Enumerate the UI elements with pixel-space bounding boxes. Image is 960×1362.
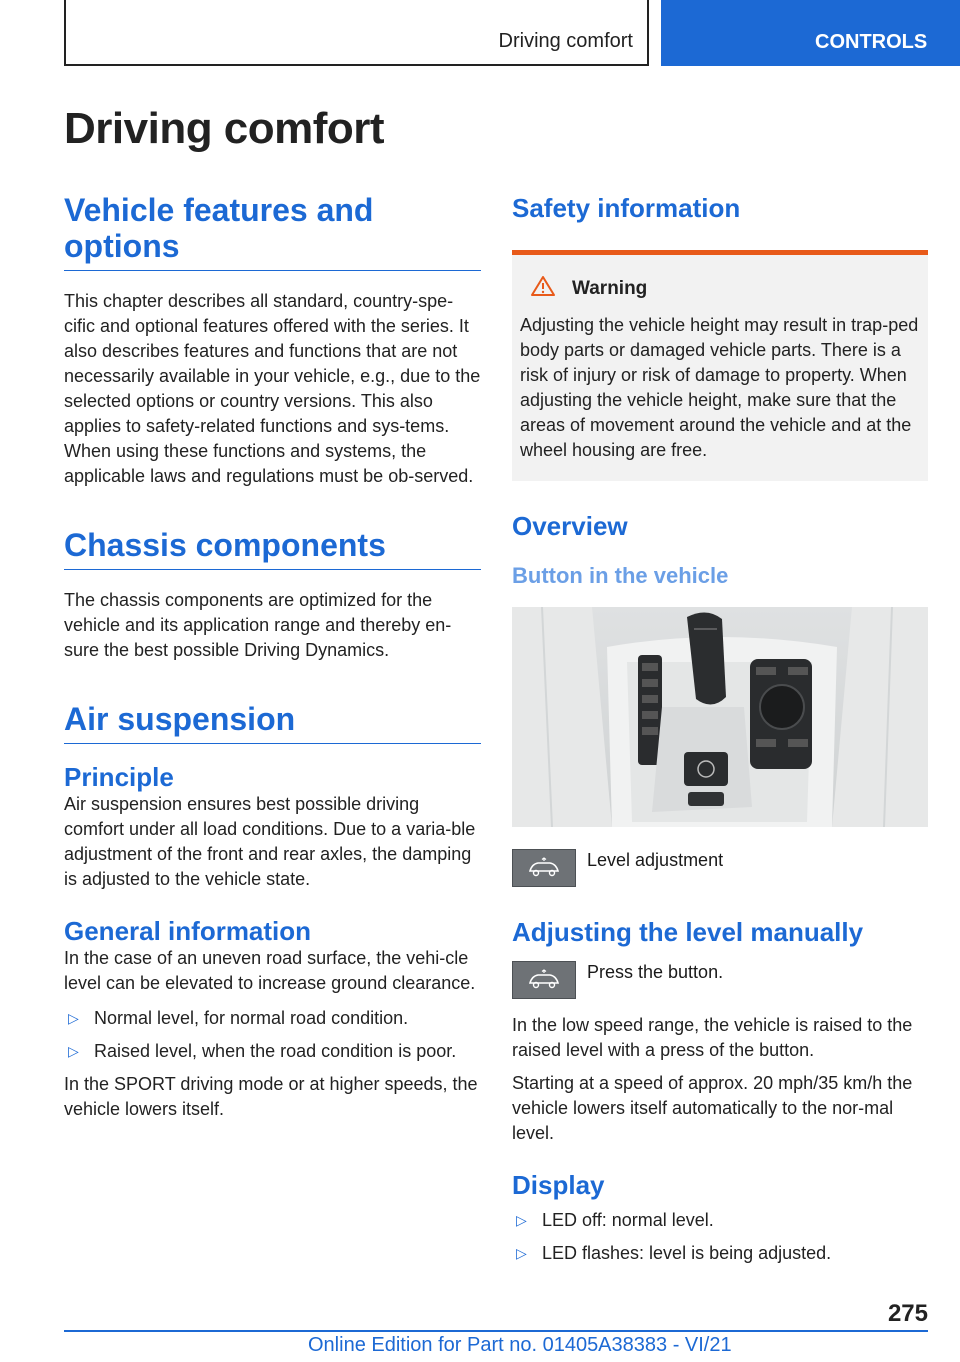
- press-button-row: [512, 961, 928, 999]
- features-text: This chapter describes all standard, country-spe-cific and optional features offered with the series. It also describes features and functions that are not necessarily available in your vehicle, e.g., due to the selected options or country versions. This also applies to safety-related functions and sys-tems. When using these functions and systems, the applicable laws and regulations must be ob-served.: [64, 291, 481, 486]
- list-item: [64, 1006, 481, 1031]
- principle-heading: Principle: [64, 762, 174, 792]
- general-info-heading: General information: [64, 916, 312, 946]
- page-number: 275: [887, 1300, 928, 1327]
- center-console-photo: [512, 607, 928, 827]
- triangle-bullet-icon: ▷: [68, 1010, 79, 1026]
- button-in-vehicle-heading: Button in the vehicle: [512, 563, 729, 588]
- list-item: [512, 1241, 928, 1266]
- low-speed-text: In the low speed range, the vehicle is raised to the raised level with a press of the button.: [512, 1015, 913, 1060]
- list-item-text: Raised level, when the road condition is poor.: [94, 1041, 457, 1061]
- principle-text: Air suspension ensures best possible driving comfort under all load conditions. Due to a varia-ble adjustment of the front and rear axles, the damping is adjusted to the vehicle state.: [64, 794, 476, 889]
- footer-edition: Online Edition for Part no. 01405A38383 - VI/21: [308, 1334, 732, 1356]
- display-heading: Display: [512, 1170, 605, 1200]
- warning-box: [512, 250, 928, 481]
- warning-header: [530, 275, 920, 303]
- page-title: Driving comfort: [64, 104, 385, 153]
- manual-adjust-heading: Adjusting the level manually: [512, 917, 864, 947]
- air-suspension-heading: Air suspension: [64, 701, 481, 744]
- starting-speed-text: Starting at a speed of approx. 20 mph/35 km/h the vehicle lowers itself automatically to the nor-mal level.: [512, 1073, 913, 1143]
- press-button-text: Press the button.: [587, 962, 724, 982]
- list-item-text: LED off: normal level.: [542, 1210, 714, 1230]
- warning-triangle-icon: [530, 275, 572, 303]
- right-column: [512, 192, 928, 1266]
- left-column: [64, 192, 481, 1122]
- footer-divider: [64, 1330, 928, 1332]
- header-chapter-tab: [661, 0, 960, 66]
- warning-label: Warning: [572, 278, 648, 299]
- warning-text: Adjusting the vehicle height may result in trap-ped body parts or damaged vehicle parts. There is a risk of injury or risk of damage to property. When adjusting the vehicle height, make sure that the areas of movement around the vehicle and at the wheel housing are free.: [520, 315, 919, 460]
- sport-mode-text: In the SPORT driving mode or at higher speeds, the vehicle lowers itself.: [64, 1074, 478, 1119]
- triangle-bullet-icon: ▷: [68, 1043, 79, 1059]
- level-adjust-row: [512, 849, 928, 887]
- triangle-bullet-icon: ▷: [516, 1245, 527, 1261]
- chassis-text: The chassis components are optimized for the vehicle and its application range and thereby en-sure the best possible Driving Dynamics.: [64, 590, 452, 660]
- safety-heading: Safety information: [512, 193, 741, 223]
- level-adjustment-label: Level adjustment: [587, 850, 724, 870]
- header-section-tab: [64, 0, 649, 66]
- chassis-heading: Chassis components: [64, 527, 481, 570]
- list-item: [512, 1208, 928, 1233]
- list-item: [64, 1039, 481, 1064]
- list-item-text: LED flashes: level is being adjusted.: [542, 1243, 832, 1263]
- overview-heading: Overview: [512, 511, 628, 541]
- level-adjustment-button-icon: [512, 961, 576, 999]
- level-adjustment-button-icon: [512, 849, 576, 887]
- triangle-bullet-icon: ▷: [516, 1212, 527, 1228]
- features-heading: Vehicle features and options: [64, 192, 481, 271]
- header-chapter-label: CONTROLS: [815, 31, 928, 53]
- general-info-text: In the case of an uneven road surface, the vehi-cle level can be elevated to increase ground clearance.: [64, 948, 476, 993]
- list-item-text: Normal level, for normal road condition.: [94, 1008, 409, 1028]
- header-section-label: Driving comfort: [498, 30, 633, 52]
